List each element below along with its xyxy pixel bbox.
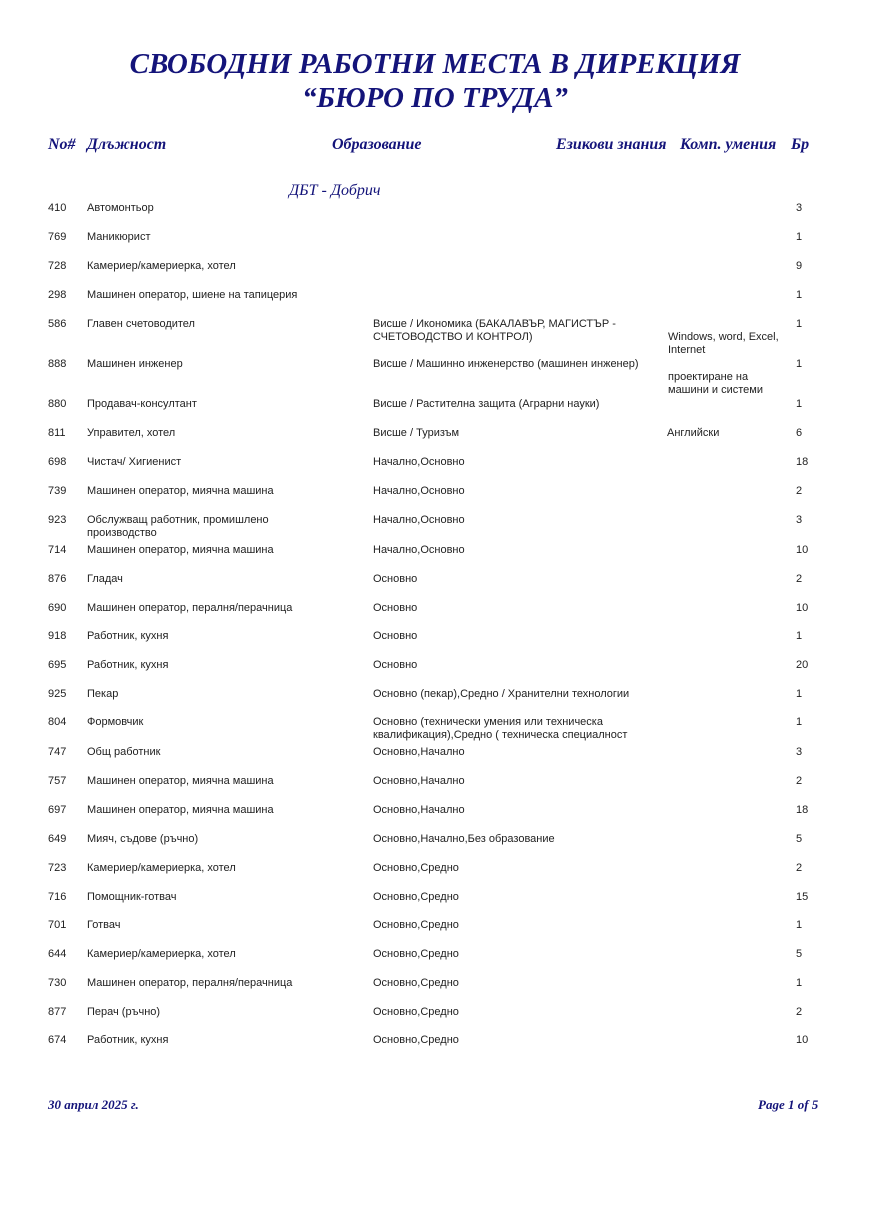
row-number: 714	[48, 544, 67, 556]
languages-cell: Английски	[667, 427, 720, 439]
column-header-no: No#	[48, 136, 76, 153]
education-cell: Основно,Средно	[373, 977, 459, 989]
education-cell: Основно,Начално,Без образование	[373, 833, 555, 845]
position-cell: Машинен оператор, миячна машина	[87, 544, 274, 556]
row-number: 918	[48, 630, 67, 642]
row-number: 739	[48, 485, 67, 497]
position-cell: Маникюрист	[87, 231, 151, 243]
education-cell: Основно	[373, 659, 418, 671]
education-cell: Основно (пекар),Средно / Хранителни технологии	[373, 688, 630, 700]
position-cell: Чистач/ Хигиенист	[87, 456, 182, 468]
position-cell: Машинен оператор, миячна машина	[87, 804, 274, 816]
row-number: 757	[48, 775, 67, 787]
position-cell: Машинен инженер	[87, 358, 183, 370]
education-cell: Основно,Средно	[373, 1006, 459, 1018]
computer-skills-cell: Windows, word, Excel, Internet	[668, 331, 779, 356]
row-number: 698	[48, 456, 67, 468]
row-number: 876	[48, 573, 67, 585]
position-cell: Формовчик	[87, 716, 144, 728]
position-cell: Машинен оператор, пералня/перачница	[87, 602, 293, 614]
count-cell: 6	[796, 427, 803, 439]
row-number: 811	[48, 427, 66, 439]
count-cell: 5	[796, 948, 803, 960]
education-cell: Начално,Основно	[373, 485, 465, 497]
computer-skills-cell: проектиране на машини и системи	[668, 371, 764, 396]
position-cell: Машинен оператор, миячна машина	[87, 775, 274, 787]
count-cell: 10	[796, 1034, 809, 1046]
position-cell: Камериер/камериерка, хотел	[87, 948, 236, 960]
count-cell: 1	[796, 398, 803, 410]
count-cell: 1	[796, 688, 803, 700]
education-cell: Основно,Средно	[373, 891, 459, 903]
count-cell: 1	[796, 289, 803, 301]
row-number: 716	[48, 891, 67, 903]
row-number: 690	[48, 602, 67, 614]
position-cell: Работник, кухня	[87, 659, 169, 671]
column-header-count: Бр	[791, 136, 810, 153]
row-number: 925	[48, 688, 67, 700]
row-number: 695	[48, 659, 67, 671]
count-cell: 1	[796, 977, 803, 989]
group-heading: ДБТ - Добрич	[289, 182, 381, 199]
position-cell: Машинен оператор, шиене на тапицерия	[87, 289, 298, 301]
column-header-position: Длъжност	[87, 136, 167, 153]
education-cell: Начално,Основно	[373, 514, 465, 526]
position-cell: Обслужващ работник, промишлено производство	[87, 514, 269, 539]
count-cell: 2	[796, 862, 803, 874]
education-cell: Основно,Средно	[373, 1034, 459, 1046]
row-number: 728	[48, 260, 67, 272]
count-cell: 3	[796, 202, 803, 214]
count-cell: 20	[796, 659, 809, 671]
education-cell: Висше / Туризъм	[373, 427, 460, 439]
position-cell: Гладач	[87, 573, 123, 585]
education-cell: Начално,Основно	[373, 456, 465, 468]
row-number: 674	[48, 1034, 67, 1046]
column-header-education: Образование	[332, 136, 422, 153]
document-title-line2: “БЮРО ПО ТРУДА”	[302, 82, 568, 114]
position-cell: Автомонтьор	[87, 202, 154, 214]
education-cell: Основно (технически умения или техническа квалификация),Средно ( техническа специалност	[373, 716, 628, 741]
count-cell: 2	[796, 1006, 803, 1018]
education-cell: Висше / Растителна защита (Аграрни науки)	[373, 398, 600, 410]
education-cell: Основно	[373, 630, 418, 642]
count-cell: 3	[796, 514, 803, 526]
document-title-line1: СВОБОДНИ РАБОТНИ МЕСТА В ДИРЕКЦИЯ	[129, 48, 741, 80]
position-cell: Помощник-готвач	[87, 891, 177, 903]
count-cell: 1	[796, 919, 803, 931]
row-number: 701	[48, 919, 67, 931]
education-cell: Основно,Начално	[373, 775, 465, 787]
education-cell: Основно	[373, 573, 418, 585]
education-cell: Висше / Машинно инженерство (машинен инженер)	[373, 358, 639, 370]
position-cell: Продавач-консултант	[87, 398, 197, 410]
count-cell: 2	[796, 485, 803, 497]
position-cell: Общ работник	[87, 746, 161, 758]
position-cell: Мияч, съдове (ръчно)	[87, 833, 199, 845]
row-number: 649	[48, 833, 67, 845]
count-cell: 18	[796, 456, 809, 468]
row-number: 586	[48, 318, 67, 330]
count-cell: 1	[796, 231, 803, 243]
education-cell: Основно,Средно	[373, 919, 459, 931]
education-cell: Висше / Икономика (БАКАЛАВЪР, МАГИСТЪР - СЧЕТОВОДСТВО И КОНТРОЛ)	[373, 318, 616, 343]
count-cell: 3	[796, 746, 803, 758]
position-cell: Готвач	[87, 919, 121, 931]
row-number: 730	[48, 977, 67, 989]
count-cell: 9	[796, 260, 803, 272]
count-cell: 1	[796, 630, 803, 642]
column-header-computer-skills: Комп. умения	[680, 136, 777, 153]
row-number: 804	[48, 716, 67, 728]
row-number: 888	[48, 358, 67, 370]
count-cell: 5	[796, 833, 803, 845]
count-cell: 10	[796, 602, 809, 614]
position-cell: Машинен оператор, миячна машина	[87, 485, 274, 497]
education-cell: Начално,Основно	[373, 544, 465, 556]
count-cell: 1	[796, 358, 803, 370]
position-cell: Камериер/камериерка, хотел	[87, 260, 236, 272]
row-number: 923	[48, 514, 67, 526]
position-cell: Камериер/камериерка, хотел	[87, 862, 236, 874]
count-cell: 18	[796, 804, 809, 816]
position-cell: Управител, хотел	[87, 427, 176, 439]
count-cell: 2	[796, 775, 803, 787]
row-number: 769	[48, 231, 67, 243]
education-cell: Основно	[373, 602, 418, 614]
row-number: 697	[48, 804, 67, 816]
count-cell: 10	[796, 544, 809, 556]
row-number: 877	[48, 1006, 67, 1018]
position-cell: Главен счетоводител	[87, 318, 195, 330]
footer-page-number: Page 1 of 5	[758, 1097, 819, 1112]
row-number: 644	[48, 948, 67, 960]
education-cell: Основно,Начално	[373, 804, 465, 816]
position-cell: Работник, кухня	[87, 1034, 169, 1046]
education-cell: Основно,Средно	[373, 948, 459, 960]
row-number: 747	[48, 746, 67, 758]
row-number: 298	[48, 289, 67, 301]
count-cell: 1	[796, 716, 803, 728]
position-cell: Машинен оператор, пералня/перачница	[87, 977, 293, 989]
education-cell: Основно,Средно	[373, 862, 459, 874]
count-cell: 1	[796, 318, 803, 330]
row-number: 723	[48, 862, 67, 874]
column-header-languages: Езикови знания	[556, 136, 667, 153]
row-number: 410	[48, 202, 67, 214]
position-cell: Пекар	[87, 688, 119, 700]
count-cell: 15	[796, 891, 809, 903]
position-cell: Работник, кухня	[87, 630, 169, 642]
footer-date: 30 април 2025 г.	[48, 1097, 139, 1112]
row-number: 880	[48, 398, 67, 410]
position-cell: Перач (ръчно)	[87, 1006, 161, 1018]
count-cell: 2	[796, 573, 803, 585]
education-cell: Основно,Начално	[373, 746, 465, 758]
